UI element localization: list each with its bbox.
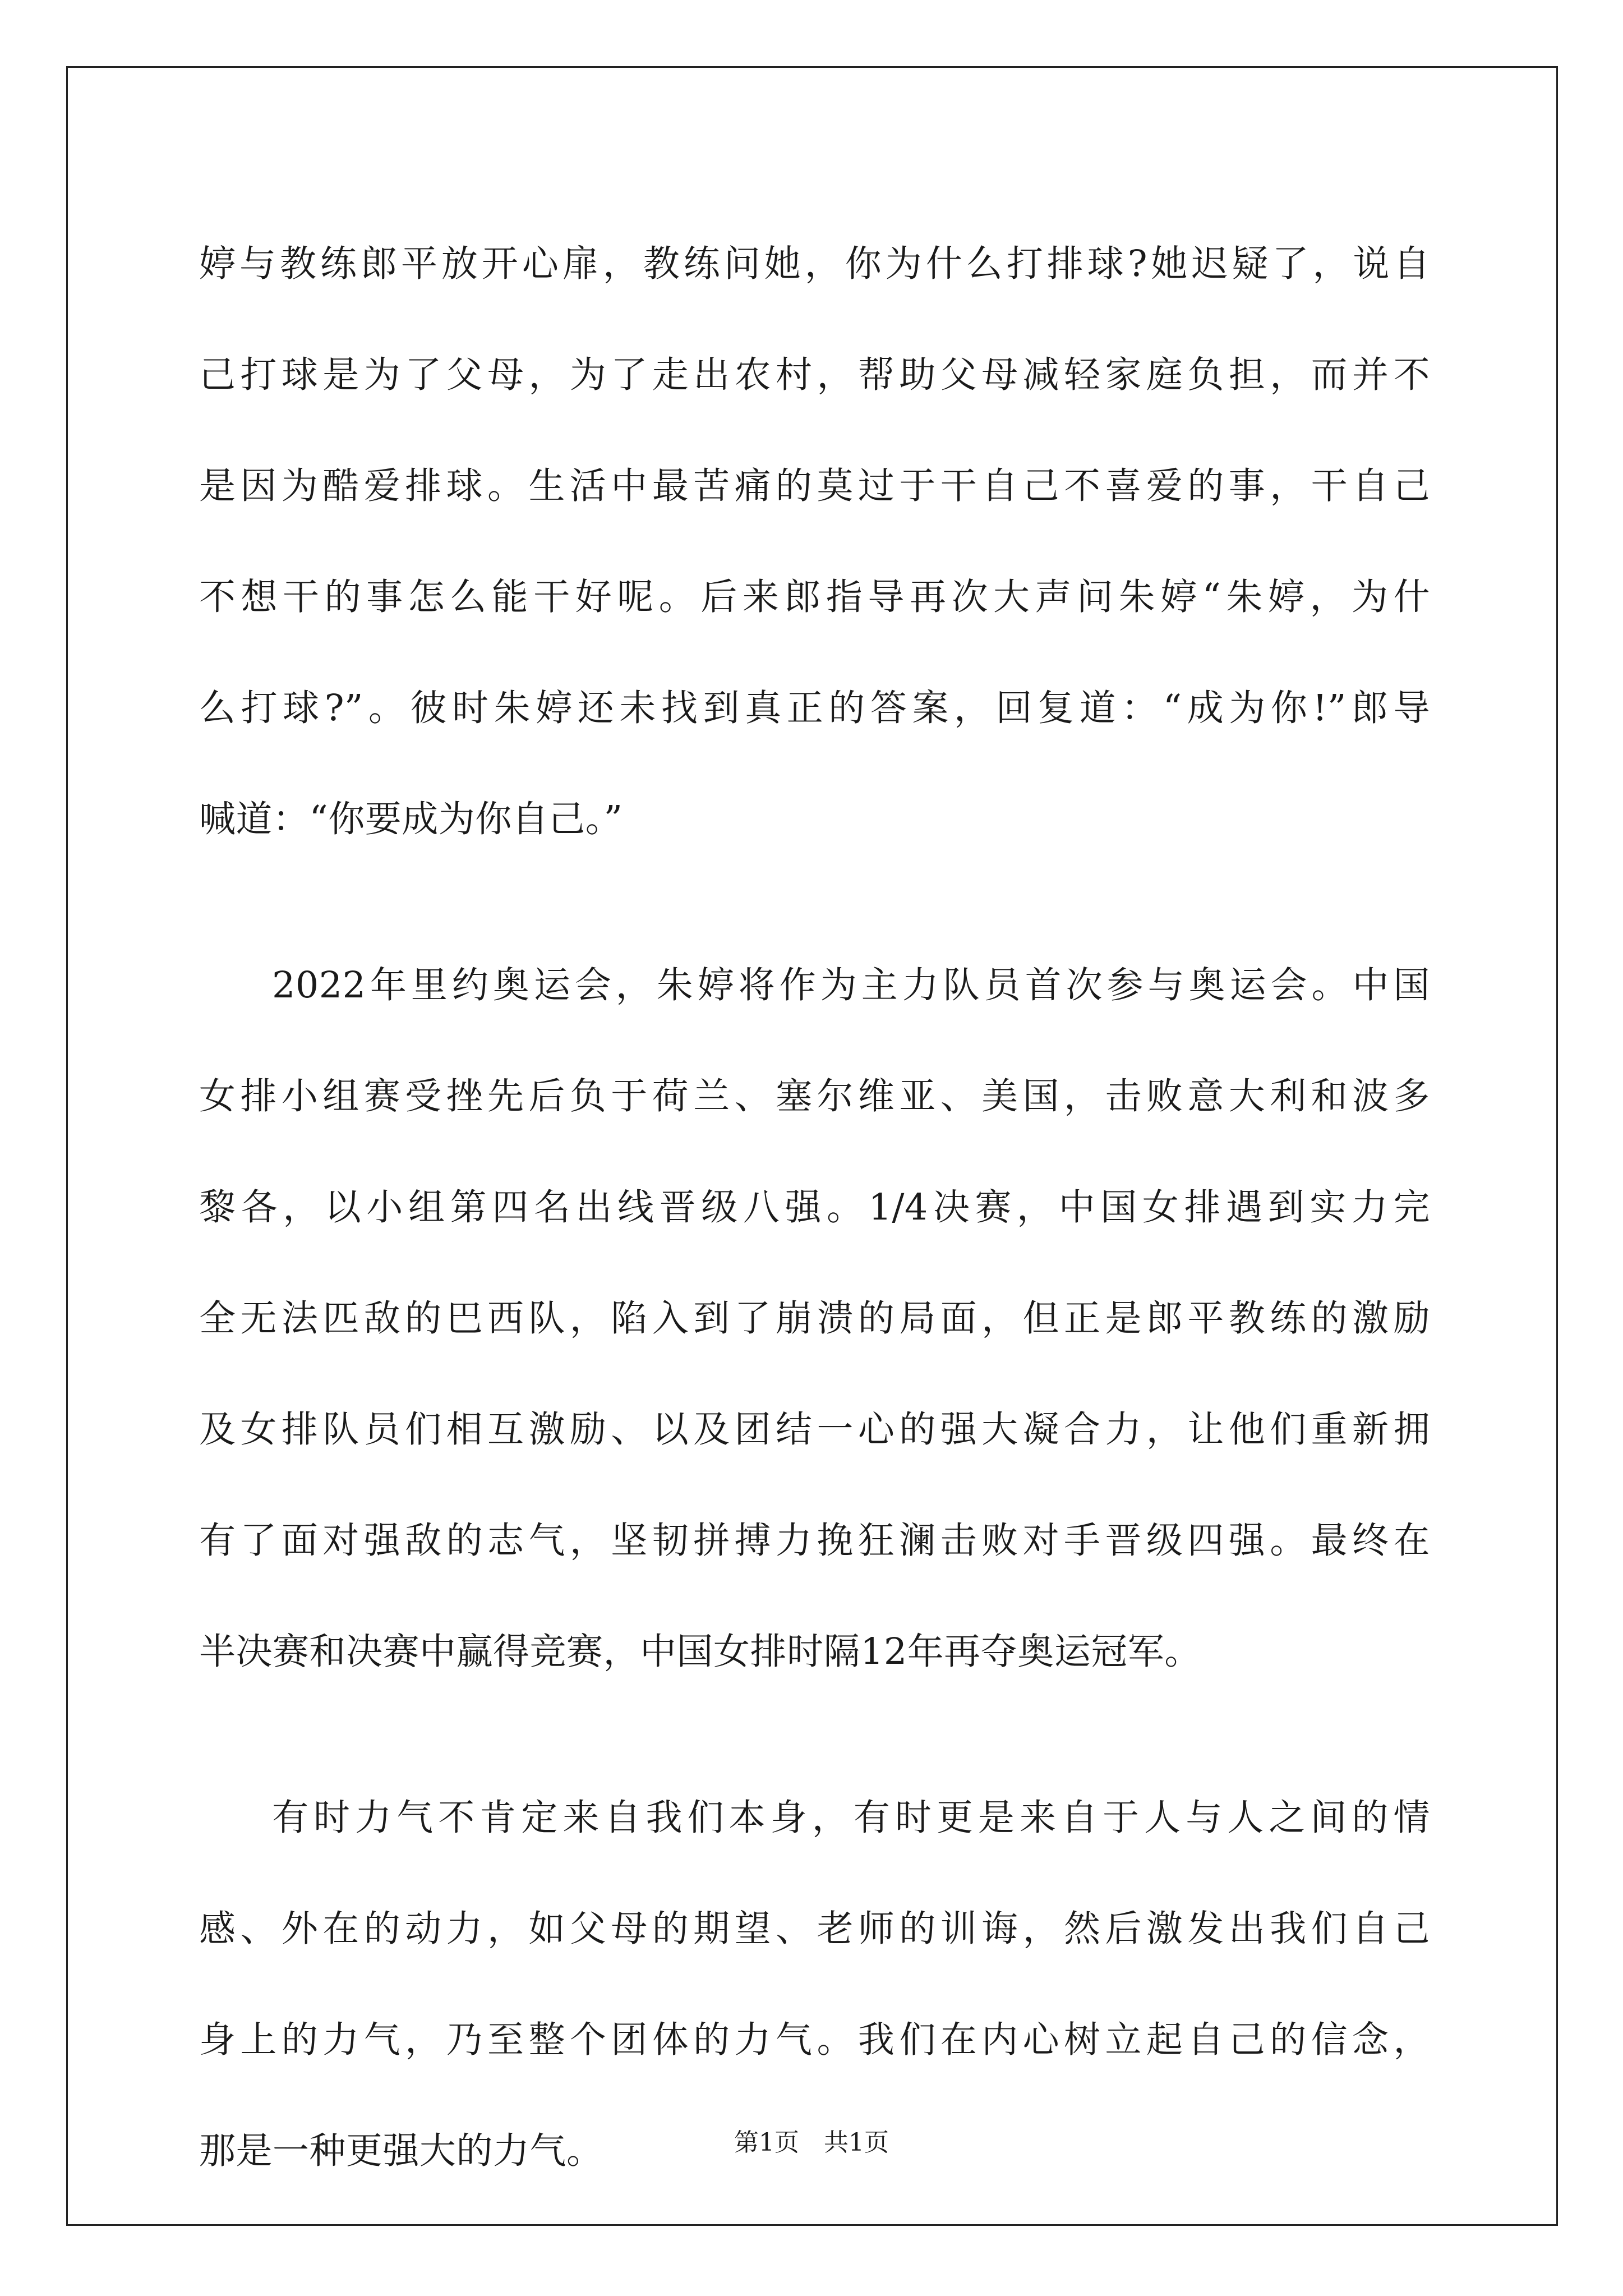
text-line: 身上的力气，乃至整个团体的力气。我们在内心树立起自己的信念，: [199, 2019, 1430, 2061]
text-line: 不想干的事怎么能干好呢。后来郎指导再次大声问朱婷“朱婷，为什: [199, 576, 1430, 618]
text-line: 么打球?”。彼时朱婷还未找到真正的答案，回复道：“成为你!”郎导: [199, 687, 1430, 729]
page-footer: 第1页 共1页: [734, 2128, 889, 2157]
text-line: 黎各，以小组第四名出线晋级八强。1/4决赛，中国女排遇到实力完: [199, 1186, 1430, 1228]
paragraph-1: [199, 209, 1430, 875]
document-body: [199, 209, 1430, 2207]
text-line: 女排小组赛受挫先后负于荷兰、塞尔维亚、美国，击败意大利和波多: [199, 1075, 1430, 1117]
text-line: 半决赛和决赛中赢得竞赛，中国女排时隔12年再夺奥运冠军。: [199, 1631, 1201, 1673]
text-line: 有了面对强敌的志气，坚韧拼搏力挽狂澜击败对手晋级四强。最终在: [199, 1520, 1430, 1562]
text-line: 己打球是为了父母，为了走出农村，帮助父母减轻家庭负担，而并不: [199, 354, 1430, 396]
text-line: 是因为酷爱排球。生活中最苦痛的莫过于干自己不喜爱的事，干自己: [199, 465, 1430, 507]
text-line: 全无法匹敌的巴西队，陷入到了崩溃的局面，但正是郎平教练的激励: [199, 1297, 1430, 1340]
text-line: 那是一种更强大的力气。: [199, 2130, 603, 2172]
text-line: 感、外在的动力，如父母的期望、老师的训诲，然后激发出我们自己: [199, 1908, 1430, 1950]
paragraph-2: [199, 930, 1430, 1708]
text-line: 喊道：“你要成为你自己。”: [199, 798, 623, 840]
text-line: 及女排队员们相互激励、以及团结一心的强大凝合力，让他们重新拥: [199, 1409, 1430, 1451]
text-line: 婷与教练郎平放开心扉，教练问她，你为什么打排球?她迟疑了，说自: [199, 243, 1430, 285]
text-line: 2022年里约奥运会，朱婷将作为主力队员首次参与奥运会。中国: [272, 964, 1430, 1006]
text-line: 有时力气不肯定来自我们本身，有时更是来自于人与人之间的情: [272, 1797, 1430, 1839]
